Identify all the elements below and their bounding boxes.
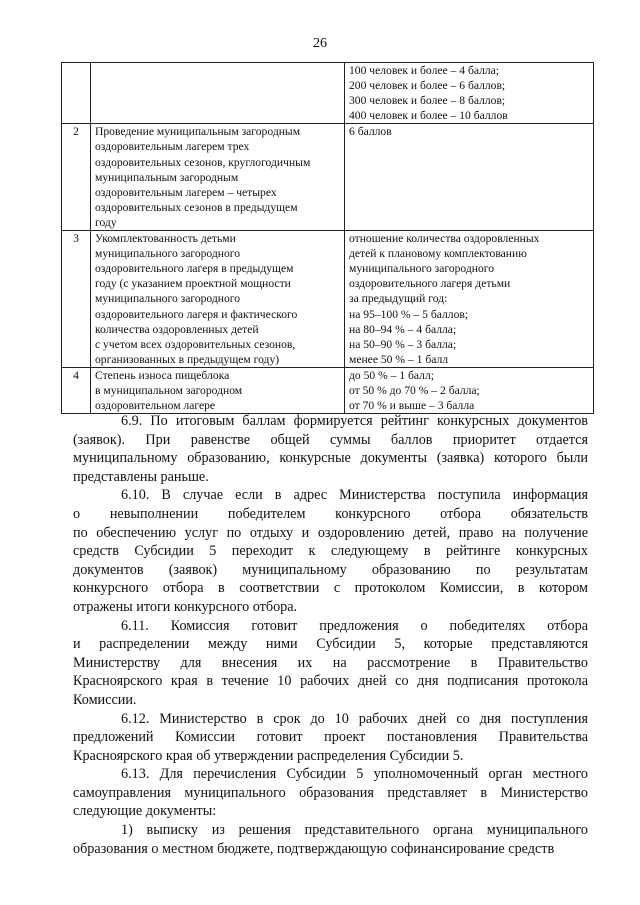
criterion-line: оздоровительного лагеря и фактического bbox=[95, 307, 298, 321]
paragraph-line: 6.10. В случае если в адрес Министерства поступила информация bbox=[121, 487, 588, 504]
paragraph-line: самоуправления муниципального образования представляет в Министерство bbox=[73, 784, 588, 801]
points-line: менее 50 % – 1 балл bbox=[349, 352, 449, 366]
table-row bbox=[62, 63, 594, 124]
points-cell bbox=[345, 124, 594, 231]
criterion-cell bbox=[91, 63, 345, 124]
paragraph-line: (заявок). При равенстве общей суммы баллов приоритет отдается bbox=[73, 431, 588, 448]
points-line: оздоровительного лагеря детьми bbox=[349, 277, 511, 291]
paragraph-6-10 bbox=[73, 486, 588, 616]
points-line: 6 баллов bbox=[349, 125, 392, 139]
points-line: 100 человек и более – 4 балла; bbox=[349, 64, 500, 77]
criterion-line: оздоровительного лагеря в предыдущем bbox=[95, 262, 294, 276]
table-row bbox=[62, 367, 594, 413]
criteria-table bbox=[61, 62, 594, 414]
criterion-line: году bbox=[95, 215, 117, 229]
paragraph-line: средств Субсидии 5 переходит к следующему в рейтинге конкурсных bbox=[73, 543, 588, 560]
body-text bbox=[73, 412, 588, 858]
paragraph-line: о невыполнении победителем конкурсного отбора обязательств bbox=[73, 505, 588, 522]
paragraph-line: Министерству для внесения их на рассмотрение в Правительство bbox=[73, 654, 588, 671]
points-line: 200 человек и более – 6 баллов; bbox=[349, 79, 506, 93]
criterion-line: муниципальным загородным bbox=[95, 170, 239, 184]
paragraph-line: отражены итоги конкурсного отбора. bbox=[73, 598, 298, 615]
criterion-cell bbox=[91, 367, 345, 413]
points-cell bbox=[345, 63, 594, 124]
paragraph-6-9 bbox=[73, 412, 588, 486]
criterion-line: оздоровительных сезонов в предыдущем bbox=[95, 200, 298, 214]
points-line: 400 человек и более – 10 баллов bbox=[349, 109, 508, 123]
page-number: 26 bbox=[313, 36, 327, 51]
paragraph-line: Комиссии. bbox=[73, 691, 137, 708]
criterion-line: Степень износа пищеблока bbox=[95, 368, 230, 382]
criterion-line: количества оздоровленных детей bbox=[95, 322, 259, 336]
points-line: за предыдущий год: bbox=[349, 292, 448, 306]
paragraph-line: представлены раньше. bbox=[73, 468, 209, 485]
criterion-line: оздоровительным лагерем – четырех bbox=[95, 185, 277, 199]
points-line: на 95–100 % – 5 баллов; bbox=[349, 307, 469, 321]
points-cell bbox=[345, 231, 594, 368]
paragraph-line: Красноярского края в течение 10 рабочих дней со дня подписания протокола bbox=[73, 673, 588, 690]
points-line: отношение количества оздоровленных bbox=[349, 232, 540, 246]
criterion-line: с учетом всех оздоровительных сезонов, bbox=[95, 337, 296, 351]
points-line: от 70 % и выше – 3 балла bbox=[349, 399, 475, 413]
criterion-line: в муниципальном загородном bbox=[95, 383, 243, 397]
paragraph-6-12 bbox=[73, 710, 588, 766]
criterion-line: муниципального загородного bbox=[95, 292, 241, 306]
row-number: 3 bbox=[62, 231, 91, 368]
points-line: на 50–90 % – 3 балла; bbox=[349, 337, 457, 351]
table-row bbox=[62, 124, 594, 231]
paragraph-line: 6.9. По итоговым баллам формируется рейтинг конкурсных документов bbox=[121, 413, 588, 429]
paragraph-line: 6.11. Комиссия готовит предложения о победителях отбора bbox=[121, 617, 588, 634]
criterion-line: оздоровительных сезонов, круглогодичным bbox=[95, 155, 311, 169]
paragraph-line: по обеспечению услуг по отдыху и оздоровлению детей, право на получение bbox=[73, 524, 588, 541]
points-cell bbox=[345, 367, 594, 413]
criterion-line: организованных в предыдущем году) bbox=[95, 352, 280, 366]
points-line: детей к плановому комплектованию bbox=[349, 247, 527, 261]
table-row bbox=[62, 231, 594, 368]
criterion-line: Укомплектованность детьми bbox=[95, 232, 236, 246]
paragraph-line: 6.13. Для перечисления Субсидии 5 уполномоченный орган местного bbox=[121, 766, 588, 783]
paragraph-line: и распределении между ними Субсидии 5, которые представляются bbox=[73, 636, 588, 653]
criterion-cell bbox=[91, 124, 345, 231]
paragraph-line: муниципальному образованию, конкурсные документы (заявка) которого были bbox=[73, 450, 588, 467]
criterion-line: Проведение муниципальным загородным bbox=[95, 125, 301, 139]
row-number bbox=[62, 63, 91, 124]
points-line: 300 человек и более – 8 баллов; bbox=[349, 94, 506, 108]
points-line: до 50 % – 1 балл; bbox=[349, 368, 434, 382]
paragraph-line: предложений Комиссии готовит проект постановления Правительства bbox=[73, 729, 588, 746]
points-line: муниципального загородного bbox=[349, 262, 495, 276]
paragraph-line: конкурсного отбора в соответствии с протоколом Комиссии, в котором bbox=[73, 580, 588, 597]
paragraph-line: образования о местном бюджете, подтверждающую софинансирование средств bbox=[73, 840, 555, 857]
criterion-line: оздоровительным лагерем трех bbox=[95, 140, 250, 154]
criterion-line: муниципального загородного bbox=[95, 247, 241, 261]
paragraph-line: следующие документы: bbox=[73, 803, 217, 820]
criterion-line: оздоровительном лагере bbox=[95, 399, 216, 413]
points-line: от 50 % до 70 % – 2 балла; bbox=[349, 383, 480, 397]
row-number: 2 bbox=[62, 124, 91, 231]
criterion-line: году (с указанием проектной мощности bbox=[95, 277, 291, 291]
paragraph-line: 6.12. Министерство в срок до 10 рабочих дней со дня поступления bbox=[121, 710, 588, 727]
paragraph-line: Красноярского края об утверждении распределения Субсидии 5. bbox=[73, 747, 464, 764]
criterion-cell bbox=[91, 231, 345, 368]
row-number: 4 bbox=[62, 367, 91, 413]
paragraph-line: документов (заявок) муниципальному образованию по результатам bbox=[73, 561, 588, 578]
paragraph-line: 1) выписку из решения представительного органа муниципального bbox=[121, 822, 588, 839]
paragraph-6-13 bbox=[73, 765, 588, 821]
paragraph-6-11 bbox=[73, 617, 588, 710]
points-line: на 80–94 % – 4 балла; bbox=[349, 322, 457, 336]
paragraph-item-1 bbox=[73, 821, 588, 858]
